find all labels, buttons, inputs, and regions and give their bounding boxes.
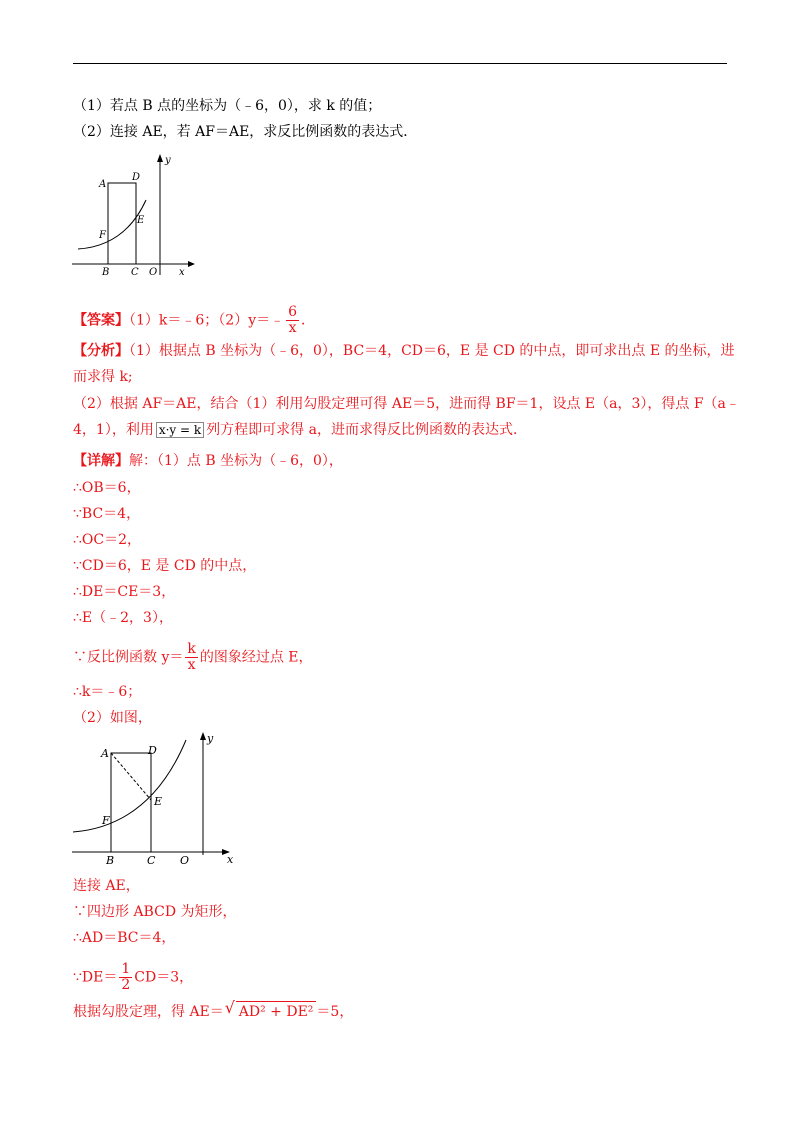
detail-step-12-fraction [119, 962, 132, 993]
analysis-line-1 [73, 341, 735, 361]
label-C: C [147, 854, 156, 867]
answer-part1: （1）k＝﹣6；（2）y＝﹣ [129, 312, 285, 329]
question-part-2: （2）连接 AE，若 AF＝AE，求反比例函数的表达式． [73, 124, 418, 140]
label-y: y [165, 155, 171, 166]
analysis-text-1: （1）根据点 B 坐标为（﹣6，0），BC＝4，CD＝6，E 是 CD 的中点，即可求出点 E 的坐标，进 [129, 343, 735, 359]
figure-2-diagram [70, 730, 240, 870]
detail-step-3: ∴OC＝2， [73, 532, 142, 548]
detail-step-8: ∴k＝﹣6； [73, 684, 142, 700]
label-F: F [102, 814, 110, 827]
label-y: y [207, 732, 214, 745]
detail-step-7 [73, 642, 313, 673]
figure-1-diagram [70, 150, 200, 280]
detail-step-7-num: k [187, 641, 196, 657]
detail-step-12 [73, 962, 193, 993]
label-E: E [154, 795, 163, 808]
answer-frac-den: x [288, 320, 297, 336]
label-B: B [102, 267, 110, 278]
label-x: x [179, 267, 185, 278]
detail-step-13a: 根据勾股定理，得 AE＝ [73, 1004, 224, 1020]
label-D: D [148, 744, 157, 757]
header-rule [73, 63, 727, 64]
analysis-text-4b: 列方程即可求得 a，进而求得反比例函数的表达式． [206, 422, 527, 438]
answer-line [73, 305, 315, 336]
analysis-line-4 [73, 420, 527, 440]
detail-step-11: ∴AD＝BC＝4， [73, 930, 176, 946]
detail-part-2: （2）如图， [73, 710, 152, 726]
analysis-text-4a: 4，1），利用 [73, 422, 154, 438]
label-F: F [99, 230, 106, 241]
label-D: D [132, 172, 141, 183]
detail-step-1: ∴OB＝6， [73, 480, 141, 496]
analysis-inline-equation: x·y = k [156, 422, 204, 438]
detail-step-6: ∴E（﹣2，3）， [73, 610, 173, 626]
label-O: O [180, 854, 190, 867]
label-O: O [149, 267, 158, 278]
detail-step-13 [73, 1001, 353, 1022]
detail-step-10: ∵四边形 ABCD 为矩形， [73, 904, 237, 920]
detail-step-12-num: 1 [121, 961, 131, 977]
label-B: B [106, 854, 115, 867]
detail-step-7-fraction [185, 642, 197, 673]
answer-end: ． [301, 312, 316, 329]
detail-step-13-radical: √ AD² + DE² [236, 1001, 317, 1022]
label-C: C [131, 267, 139, 278]
answer-fraction [286, 305, 299, 336]
detail-step-2: ∵BC＝4， [73, 506, 141, 522]
detail-step-7-den: x [187, 657, 196, 673]
analysis-tag: 【分析】 [73, 343, 129, 359]
detail-step-12b: CD＝3， [134, 969, 194, 986]
detail-step-7a: ∵反比例函数 y＝ [73, 649, 184, 666]
detail-step-7b: 的图象经过点 E， [199, 649, 313, 666]
label-A: A [99, 179, 107, 190]
label-A: A [101, 747, 109, 760]
analysis-line-3: （2）根据 AF＝AE，结合（1）利用勾股定理可得 AE＝5，进而得 BF＝1，设点 E（a，3），得点 F（a﹣ [73, 396, 740, 412]
analysis-line-2: 而求得 k; [73, 369, 133, 385]
label-E: E [137, 215, 145, 226]
label-x: x [227, 853, 234, 866]
detail-step-12-den: 2 [121, 977, 131, 993]
answer-tag: 【答案】 [73, 312, 129, 329]
detail-step-9: 连接 AE， [73, 878, 140, 894]
detail-step-5: ∴DE＝CE＝3， [73, 584, 176, 600]
answer-frac-num: 6 [288, 304, 298, 320]
detail-step-4: ∵CD＝6，E 是 CD 的中点， [73, 558, 257, 574]
detail-step-12a: ∵DE＝ [73, 969, 118, 986]
detail-tag: 【详解】 [73, 453, 129, 469]
question-part-1: （1）若点 B 点的坐标为（﹣6，0），求 k 的值； [73, 98, 382, 114]
detail-intro: 解：（1）点 B 坐标为（﹣6，0）， [129, 453, 343, 469]
detail-step-13b: ＝5， [316, 1004, 354, 1020]
detail-intro-line [73, 451, 343, 471]
